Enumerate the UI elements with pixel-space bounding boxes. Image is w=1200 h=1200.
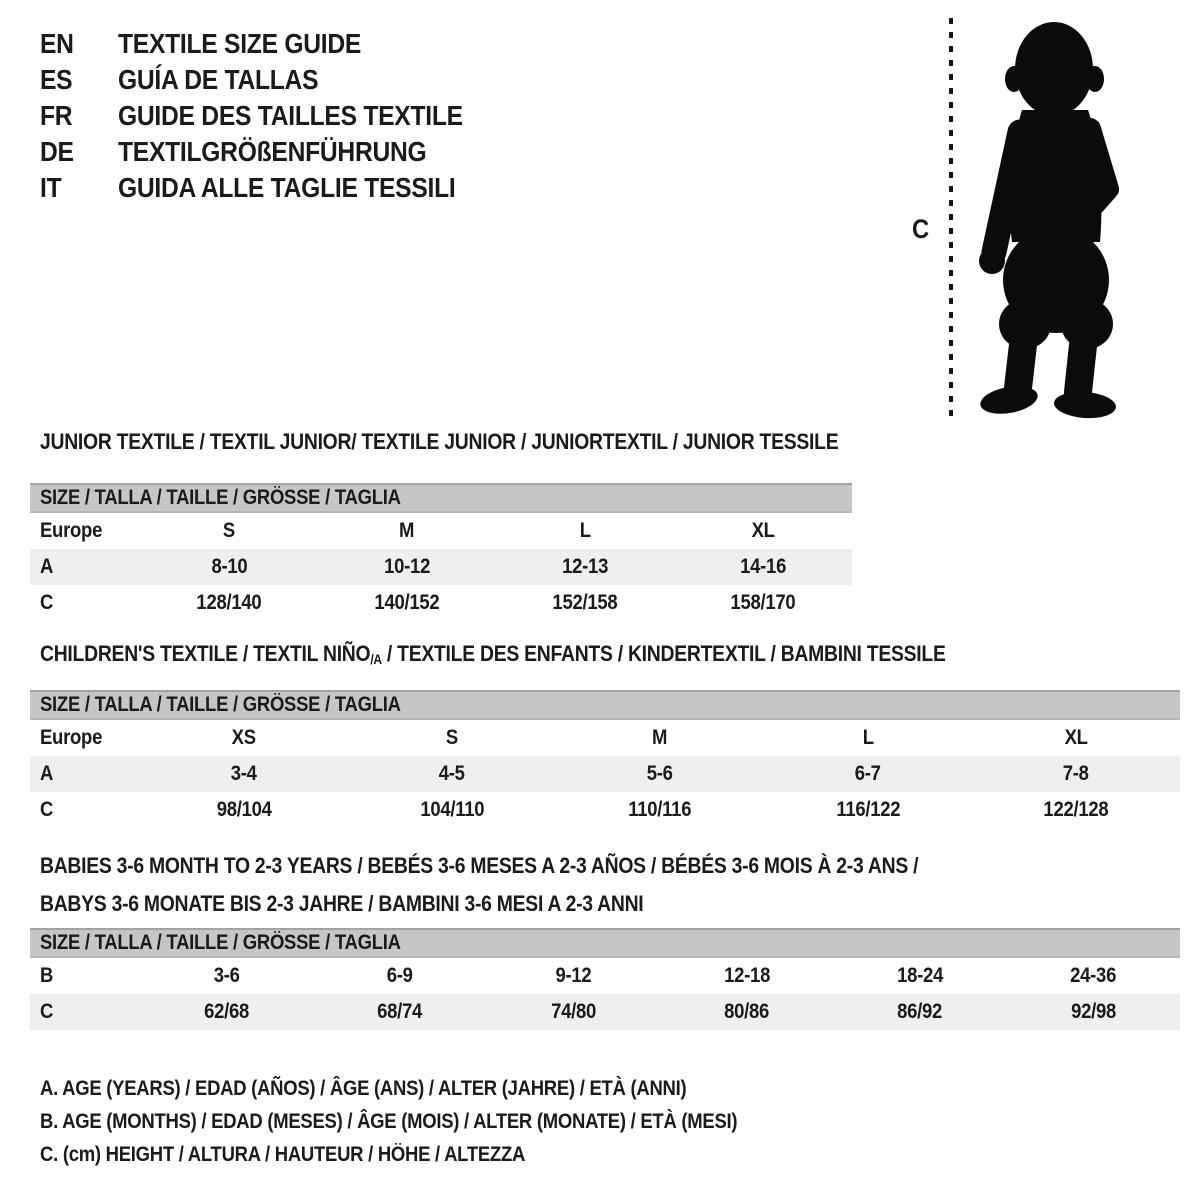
language-title: GUIDE DES TAILLES TEXTILE xyxy=(118,100,463,131)
size-value-cell: 6-7 xyxy=(855,762,881,785)
size-value-cell: M xyxy=(399,519,415,542)
table-row xyxy=(30,792,1180,828)
table-body xyxy=(30,513,852,621)
legend-line-b xyxy=(40,1105,832,1138)
table-header-bar xyxy=(30,928,1180,958)
table-row xyxy=(30,549,852,585)
language-code: DE xyxy=(40,136,74,167)
row-label: C xyxy=(40,798,54,821)
legend-line-a xyxy=(40,1072,832,1105)
language-code: EN xyxy=(40,28,74,59)
row-label: A xyxy=(40,762,54,785)
language-title: GUÍA DE TALLAS xyxy=(118,64,319,95)
size-value-cell: XL xyxy=(751,519,775,542)
size-value-cell: 14-16 xyxy=(740,555,786,578)
section-title-text: BABYS 3-6 MONATE BIS 2-3 JAHRE / BAMBINI 3-6 MESI A 2-3 ANNI xyxy=(40,891,644,916)
section-title-part: CHILDREN'S TEXTILE / TEXTIL NIÑO xyxy=(40,641,371,666)
size-value-cell: 74/80 xyxy=(550,1000,596,1023)
size-value-cell: 158/170 xyxy=(730,591,796,614)
size-value-cell: 62/68 xyxy=(204,1000,250,1023)
table-header-bar xyxy=(30,690,1180,720)
language-row xyxy=(40,62,510,98)
size-value-cell: 68/74 xyxy=(377,1000,423,1023)
size-value-cell: L xyxy=(862,726,874,749)
row-label: B xyxy=(40,964,54,987)
baby-silhouette-icon xyxy=(962,14,1142,420)
size-value-cell: 104/110 xyxy=(420,798,484,821)
table-header-label: SIZE / TALLA / TAILLE / GRÖSSE / TAGLIA xyxy=(40,693,401,716)
table-row xyxy=(30,720,1180,756)
size-value-cell: 10-12 xyxy=(384,555,430,578)
table-body xyxy=(30,720,1180,828)
size-value-cell: S xyxy=(222,519,236,542)
size-value-cell: 8-10 xyxy=(211,555,247,578)
table-row xyxy=(30,585,852,621)
size-value-cell: 18-24 xyxy=(896,964,943,987)
legend-text: C. (cm) HEIGHT / ALTURA / HAUTEUR / HÖHE / ALTEZZA xyxy=(40,1143,526,1166)
row-label: A xyxy=(40,555,54,578)
size-value-cell: S xyxy=(445,726,459,749)
size-value-cell: 122/128 xyxy=(1043,798,1109,821)
section-title-text: BABIES 3-6 MONTH TO 2-3 YEARS / BEBÉS 3-6 MESES A 2-3 AÑOS / BÉBÉS 3-6 MOIS À 2-3 ANS / xyxy=(40,853,919,878)
table-row xyxy=(30,756,1180,792)
height-measure-label: C xyxy=(912,214,929,244)
table-row xyxy=(30,513,852,549)
size-value-cell: 80/86 xyxy=(724,1000,770,1023)
measure-legend xyxy=(40,1072,832,1171)
table-body xyxy=(30,958,1180,1030)
children-size-table xyxy=(30,690,1180,828)
size-value-cell: M xyxy=(652,726,668,749)
babies-size-table xyxy=(30,928,1180,1030)
section-junior-textile xyxy=(30,430,852,621)
language-title: TEXTILE SIZE GUIDE xyxy=(118,28,362,59)
size-value-cell: 24-36 xyxy=(1070,964,1117,987)
size-value-cell: 110/116 xyxy=(628,798,692,821)
table-header-label: SIZE / TALLA / TAILLE / GRÖSSE / TAGLIA xyxy=(40,486,401,509)
size-value-cell: 92/98 xyxy=(1070,1000,1116,1023)
row-label: C xyxy=(40,1000,54,1023)
table-row xyxy=(30,994,1180,1030)
section-title xyxy=(30,430,852,454)
size-value-cell: 6-9 xyxy=(387,964,413,987)
legend-line-c xyxy=(40,1138,832,1171)
size-value-cell: 4-5 xyxy=(439,762,465,785)
section-title-part: / TEXTILE DES ENFANTS / KINDERTEXTIL / BAMBINI TESSILE xyxy=(381,641,946,666)
section-babies xyxy=(30,847,1180,1030)
table-header-label: SIZE / TALLA / TAILLE / GRÖSSE / TAGLIA xyxy=(40,931,401,954)
language-row xyxy=(40,134,510,170)
language-row xyxy=(40,98,510,134)
size-value-cell: 128/140 xyxy=(196,591,262,614)
section-childrens-textile xyxy=(30,642,1180,828)
language-row xyxy=(40,170,510,206)
size-value-cell: 7-8 xyxy=(1063,762,1089,785)
legend-text: B. AGE (MONTHS) / EDAD (MESES) / ÂGE (MOIS) / ALTER (MONATE) / ETÀ (MESI) xyxy=(40,1110,738,1133)
section-title-text: JUNIOR TEXTILE / TEXTIL JUNIOR/ TEXTILE JUNIOR / JUNIORTEXTIL / JUNIOR TESSILE xyxy=(40,429,839,454)
language-title-list xyxy=(40,26,510,206)
section-title-subscript: /A xyxy=(370,652,382,667)
size-value-cell: 140/152 xyxy=(374,591,440,614)
row-label: Europe xyxy=(40,519,103,542)
size-value-cell: 12-18 xyxy=(723,964,770,987)
size-value-cell: L xyxy=(579,519,591,542)
size-value-cell: 9-12 xyxy=(555,964,592,987)
section-title-text xyxy=(40,642,946,672)
table-row xyxy=(30,958,1180,994)
language-code: IT xyxy=(40,172,62,203)
row-label: C xyxy=(40,591,54,614)
size-value-cell: 5-6 xyxy=(647,762,673,785)
size-value-cell: XL xyxy=(1064,726,1088,749)
language-row xyxy=(40,26,510,62)
height-measure-line xyxy=(949,18,953,416)
language-code: FR xyxy=(40,100,73,131)
size-value-cell: 98/104 xyxy=(216,798,272,821)
size-value-cell: 152/158 xyxy=(552,591,618,614)
section-title-line xyxy=(30,847,1180,885)
size-value-cell: 3-6 xyxy=(213,964,240,987)
section-title xyxy=(30,642,1180,666)
size-value-cell: 12-13 xyxy=(562,555,608,578)
section-title-line xyxy=(30,885,1180,923)
language-title: GUIDA ALLE TAGLIE TESSILI xyxy=(118,172,456,203)
size-value-cell: 86/92 xyxy=(897,1000,943,1023)
size-value-cell: 3-4 xyxy=(231,762,257,785)
language-code: ES xyxy=(40,64,73,95)
table-header-bar xyxy=(30,483,852,513)
size-value-cell: 116/122 xyxy=(836,798,900,821)
row-label: Europe xyxy=(40,726,103,749)
size-value-cell: XS xyxy=(231,726,257,749)
language-title: TEXTILGRÖßENFÜHRUNG xyxy=(118,136,427,167)
legend-text: A. AGE (YEARS) / EDAD (AÑOS) / ÂGE (ANS) / ALTER (JAHRE) / ETÀ (ANNI) xyxy=(40,1077,687,1100)
junior-size-table xyxy=(30,483,852,621)
